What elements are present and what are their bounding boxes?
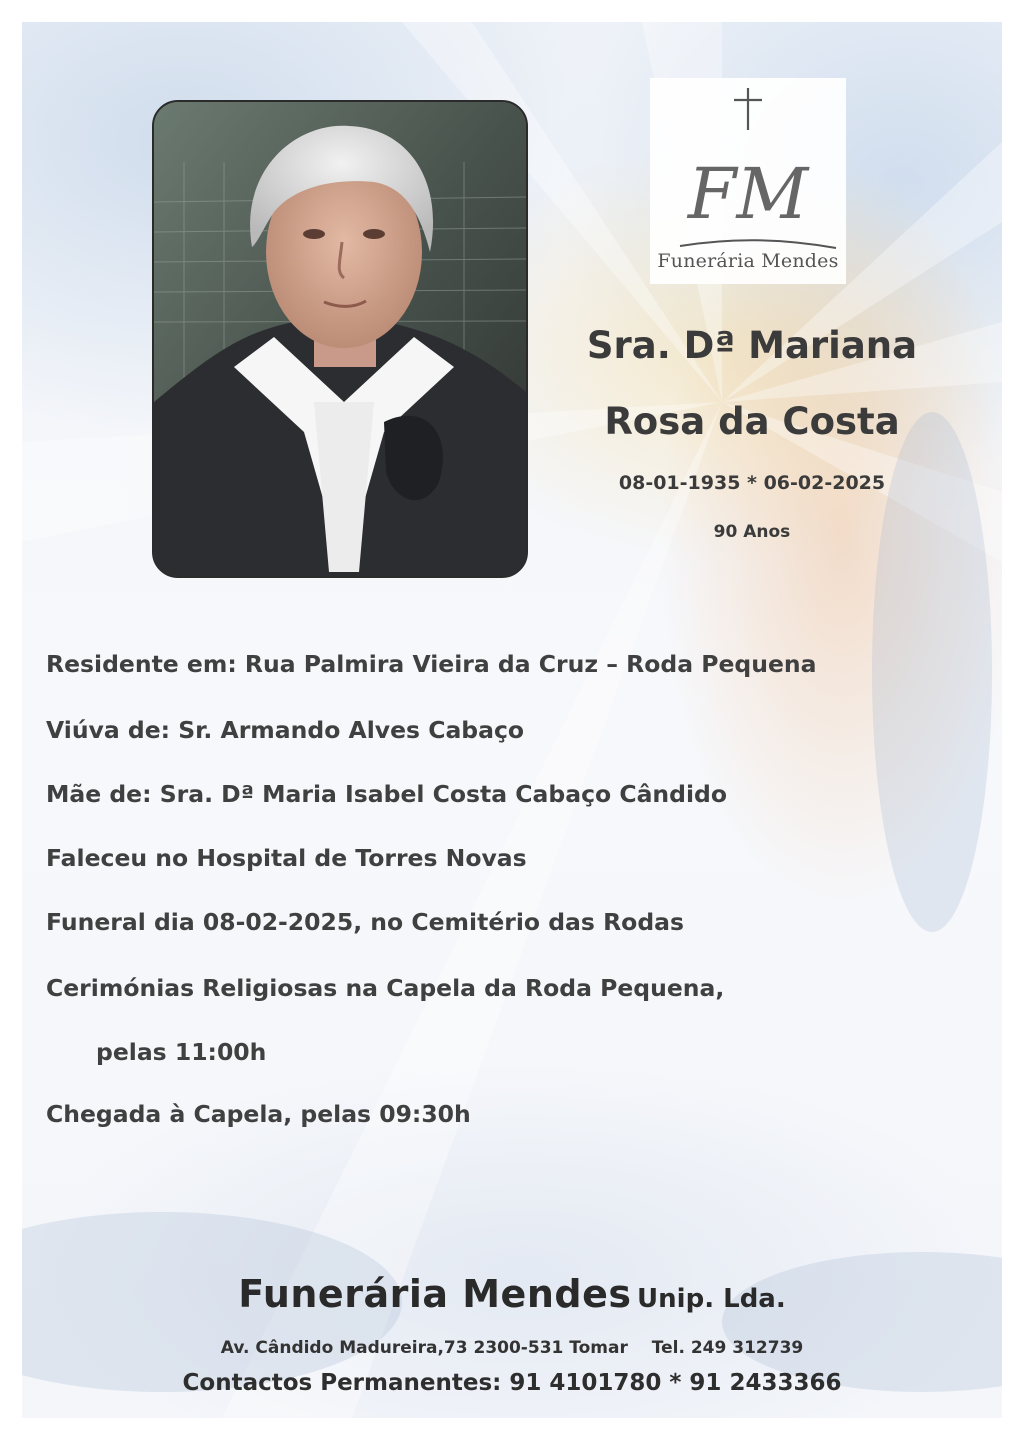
footer-address-line <box>22 1338 1002 1358</box>
detail-residence: Residente em: Rua Palmira Vieira da Cruz – Roda Pequena <box>46 650 817 678</box>
detail-arrival: Chegada à Capela, pelas 09:30h <box>46 1100 471 1128</box>
footer-company-name: Funerária Mendes <box>238 1272 632 1316</box>
footer-contacts: Contactos Permanentes: 91 4101780 * 91 2433366 <box>182 1370 842 1396</box>
detail-funeral: Funeral dia 08-02-2025, no Cemitério das Rodas <box>46 908 684 936</box>
deceased-name-line1: Sra. Dª Mariana <box>586 324 918 367</box>
footer-address: Av. Cândido Madureira,73 2300-531 Tomar <box>220 1338 628 1358</box>
detail-mother-of: Mãe de: Sra. Dª Maria Isabel Costa Cabaço Cândido <box>46 780 728 808</box>
svg-text:FM: FM <box>687 153 809 235</box>
footer-company-suffix: Unip. Lda. <box>637 1284 786 1314</box>
funeral-home-logo <box>650 78 846 284</box>
deceased-name-line2: Rosa da Costa <box>604 400 900 443</box>
detail-place-of-death: Faleceu no Hospital de Torres Novas <box>46 844 527 872</box>
logo-company-name: Funerária Mendes <box>657 250 839 272</box>
footer-phone: Tel. 249 312739 <box>651 1338 804 1358</box>
portrait-photo <box>152 100 528 578</box>
detail-ceremony-time: pelas 11:00h <box>96 1038 267 1066</box>
age: 90 Anos <box>713 522 791 542</box>
detail-ceremonies: Cerimónias Religiosas na Capela da Roda Pequena, <box>46 974 725 1002</box>
detail-widow-of: Viúva de: Sr. Armando Alves Cabaço <box>46 716 525 744</box>
life-dates: 08-01-1935 * 06-02-2025 <box>618 472 886 494</box>
obituary-sheet <box>22 22 1002 1418</box>
footer-company <box>22 1272 1002 1316</box>
portrait-illustration <box>154 102 526 576</box>
